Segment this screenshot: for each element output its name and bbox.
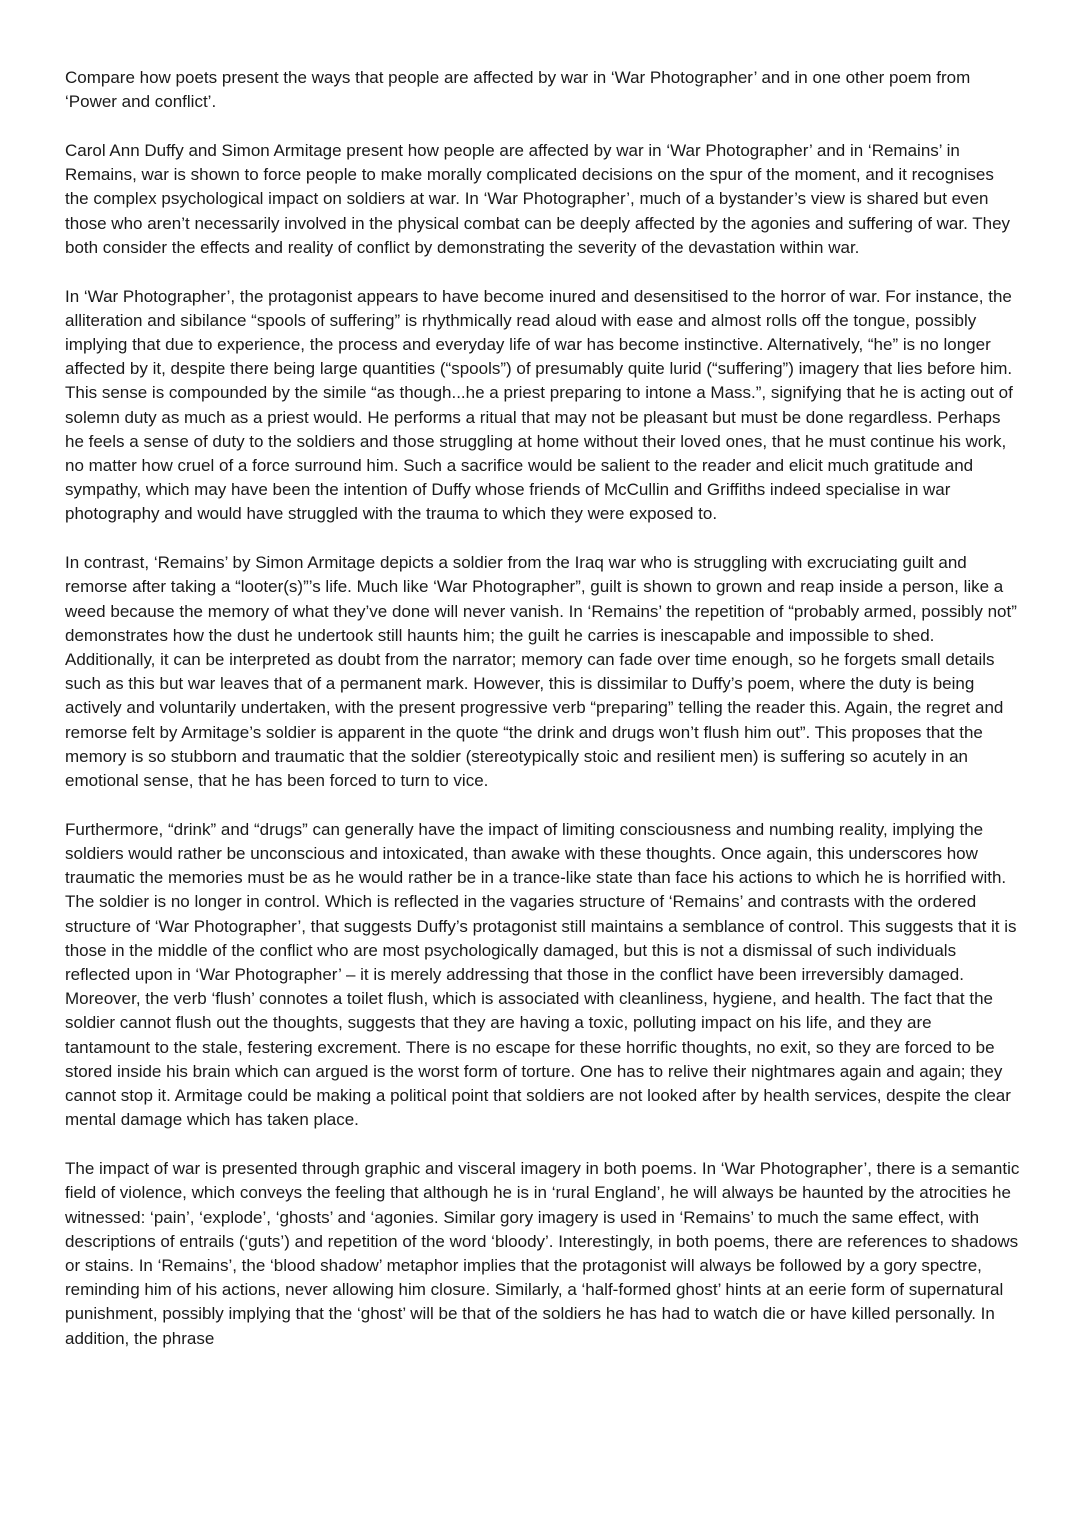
essay-question: Compare how poets present the ways that people are affected by war in ‘War Photographer’ and in one other poem from ‘Power and conflict’.: [65, 68, 971, 112]
essay-page: [65, 66, 1020, 1375]
essay-paragraph-furthermore: Furthermore, “drink” and “drugs” can generally have the impact of limiting consciousness and numbing reality, implying the soldiers would rather be unconscious and intoxicated, than awake with these thoughts. Once again, this underscores how traumatic the memories must be as he would rather be in a trance-like state than face his actions to which he is horrified with. The soldier is no longer in control. Which is reflected in the vagaries structure of ‘Remains’ and contrasts with the ordered structure of ‘War Photographer’, that suggests Duffy’s protagonist still maintains a semblance of control. This suggests that it is those in the middle of the conflict who are most psychologically damaged, but this is not a dismissal of such individuals reflected upon in ‘War Photographer’ – it is merely addressing that those in the conflict have been irreversibly damaged. Moreover, the verb ‘flush’ connotes a toilet flush, which is associated with cleanliness, hygiene, and health. The fact that the soldier cannot flush out the thoughts, suggests that they are having a toxic, polluting impact on his life, and they are tantamount to the stale, festering excrement. There is no escape for these horrific thoughts, no exit, so they are forced to be stored inside his brain which can argued is the worst form of torture. One has to relive their nightmares again and again; they cannot stop it. Armitage could be making a political point that soldiers are not looked after by health services, despite the clear mental damage which has taken place.: [65, 819, 1017, 1130]
essay-paragraph-war-photographer: In ‘War Photographer’, the protagonist appears to have become inured and desensitised to the horror of war. For instance, the alliteration and sibilance “spools of suffering” is rhythmically read aloud with ease and almost rolls off the tongue, possibly implying that due to experience, the process and everyday life of war has become instinctive. Alternatively, “he” is no longer affected by it, despite there being large quantities (“spools”) of presumably quite lurid (“suffering”) imagery that lies before him. This sense is compounded by the simile “as though...he a priest preparing to intone a Mass.”, signifying that he is acting out of solemn duty as much as a priest would. He performs a ritual that may not be pleasant but must be done regardless. Perhaps he feels a sense of duty to the soldiers and those struggling at home without their loved ones, that he must continue his work, no matter how cruel of a force surround him. Such a sacrifice would be salient to the reader and elicit much gratitude and sympathy, which may have been the intention of Duffy whose friends of McCullin and Griffiths indeed specialise in war photography and would have struggled with the trauma to which they were exposed to.: [65, 286, 1013, 524]
essay-paragraph-remains: In contrast, ‘Remains’ by Simon Armitage depicts a soldier from the Iraq war who is struggling with excruciating guilt and remorse after taking a “looter(s)”’s life. Much like ‘War Photographer”, guilt is shown to grown and reap inside a person, like a weed because the memory of what they’ve done will never vanish. In ‘Remains’ the repetition of “probably armed, possibly not” demonstrates how the dust he undertook still haunts him; the guilt he carries is inescapable and impossible to shed. Additionally, it can be interpreted as doubt from the narrator; memory can fade over time enough, so he forgets small details such as this but war leaves that of a permanent mark. However, this is dissimilar to Duffy’s poem, where the duty is being actively and voluntarily undertaken, with the present progressive verb “preparing” telling the reader this. Again, the regret and remorse felt by Armitage’s soldier is apparent in the quote “the drink and drugs won’t flush him out”. This proposes that the memory is so stubborn and traumatic that the soldier (stereotypically stoic and resilient men) is suffering so acutely in an emotional sense, that he has been forced to turn to vice.: [65, 553, 1017, 791]
essay-paragraph-imagery: The impact of war is presented through graphic and visceral imagery in both poems. In ‘War Photographer’, there is a semantic field of violence, which conveys the feeling that although he is in ‘rural England’, he will always be haunted by the atrocities he witnessed: ‘pain’, ‘explode’, ‘ghosts’ and ‘agonies. Similar gory imagery is used in ‘Remains’ to much the same effect, with descriptions of entrails (‘guts’) and repetition of the word ‘bloody’. Interestingly, in both poems, there are references to shadows or stains. In ‘Remains’, the ‘blood shadow’ metaphor implies that the protagonist will always be followed by a gory spectre, reminding him of his actions, never allowing him closure. Similarly, a ‘half-formed ghost’ hints at an eerie form of supernatural punishment, possibly implying that the ‘ghost’ will be that of the soldiers he has had to watch die or have killed personally. In addition, the phrase: [65, 1159, 1020, 1348]
essay-paragraph-introduction: Carol Ann Duffy and Simon Armitage present how people are affected by war in ‘War Photographer’ and in ‘Remains’ in Remains, war is shown to force people to make morally complicated decisions on the spur of the moment, and it recognises the complex psychological impact on soldiers at war. In ‘War Photographer’, much of a bystander’s view is shared but even those who aren’t necessarily involved in the physical combat can be deeply affected by the agonies and suffering of war. They both consider the effects and reality of conflict by demonstrating the severity of the devastation within war.: [65, 141, 1011, 257]
